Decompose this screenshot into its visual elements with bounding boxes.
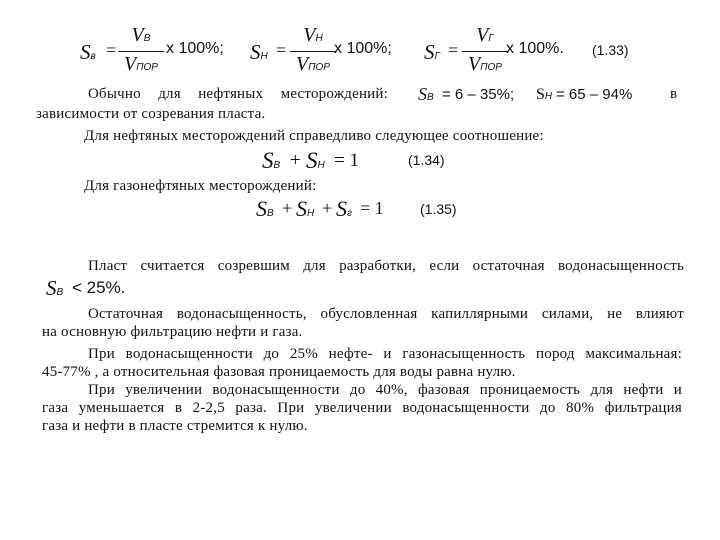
multiply-100-percent: х 100%; [334,40,392,57]
equation-number-1-33: (1.33) [592,42,629,58]
paragraph-oil-fields: Для нефтяных месторождений справедливо следующее соотношение: [84,128,544,144]
symbol-s-n: SН [296,196,315,221]
p4-line1: Пласт считается созревшим для разработки, если остаточная водонасыщенность [88,258,684,274]
equals-one: = 1 [360,198,384,218]
fraction-vb-vpor: VВ VПОР [118,24,164,79]
p1-line2: зависимости от созревания пласта. [36,106,266,122]
fraction-vg-vpor: VГ VПОР [462,24,508,79]
symbol-s-v: SВ [256,196,274,221]
symbol-s-g: SГ [424,40,440,64]
fraction-vn-vpor: VН VПОР [290,24,336,79]
equals-sign: = [106,40,117,60]
p4-value: < 25%. [72,278,126,297]
p5-line2: на основную фильтрацию нефти и газа. [42,324,303,340]
equation-number-1-35: (1.35) [420,201,457,217]
equation-number-1-34: (1.34) [408,152,445,168]
symbol-s-n: SН [250,40,268,64]
multiply-100-percent-end: х 100%. [506,40,564,57]
p7-line3: газа и нефти в пласте стремится к нулю. [42,418,308,434]
p1-lead: Обычно для нефтяных месторождений: [88,86,388,102]
equals-one: = 1 [334,150,359,171]
equals-sign: = [276,40,287,60]
p1-tail: в [670,86,678,102]
p6-line1: При водонасыщенности до 25% нефте- и газонасыщенность пород максимальная: [88,346,682,362]
p1-sh-value: = 65 – 94% [556,86,633,103]
p1-sb-value: = 6 – 35%; [442,86,515,103]
symbol-s-n: SН [306,148,325,173]
plus-sign: + [290,150,301,171]
plus-sign: + [322,198,333,218]
equals-sign: = [448,40,459,60]
p6-line2: 45-77% , а относительная фазовая проницаемость для воды равна нулю. [42,364,516,380]
multiply-100-percent: х 100%; [166,40,224,57]
paragraph-gas-oil-fields: Для газонефтяных месторождений: [84,178,317,194]
p5-line1: Остаточная водонасыщенность, обусловленная капиллярными силами, не влияют [88,306,684,322]
plus-sign: + [282,198,293,218]
symbol-s-v: SВ [418,84,434,104]
symbol-s-n: SН [536,86,553,103]
p7-line1: При увеличении водонасыщенности до 40%, фазовая проницаемость для нефти и [88,382,682,398]
symbol-s-v: SВ [46,276,64,300]
symbol-s-v: Sв [80,40,96,64]
symbol-s-v: SВ [262,148,281,173]
p7-line2: газа уменьшается в 2-2,5 раза. При увеличении водонасыщенности до 80% фильтрация [42,400,682,416]
symbol-s-g: Sг [336,196,352,221]
